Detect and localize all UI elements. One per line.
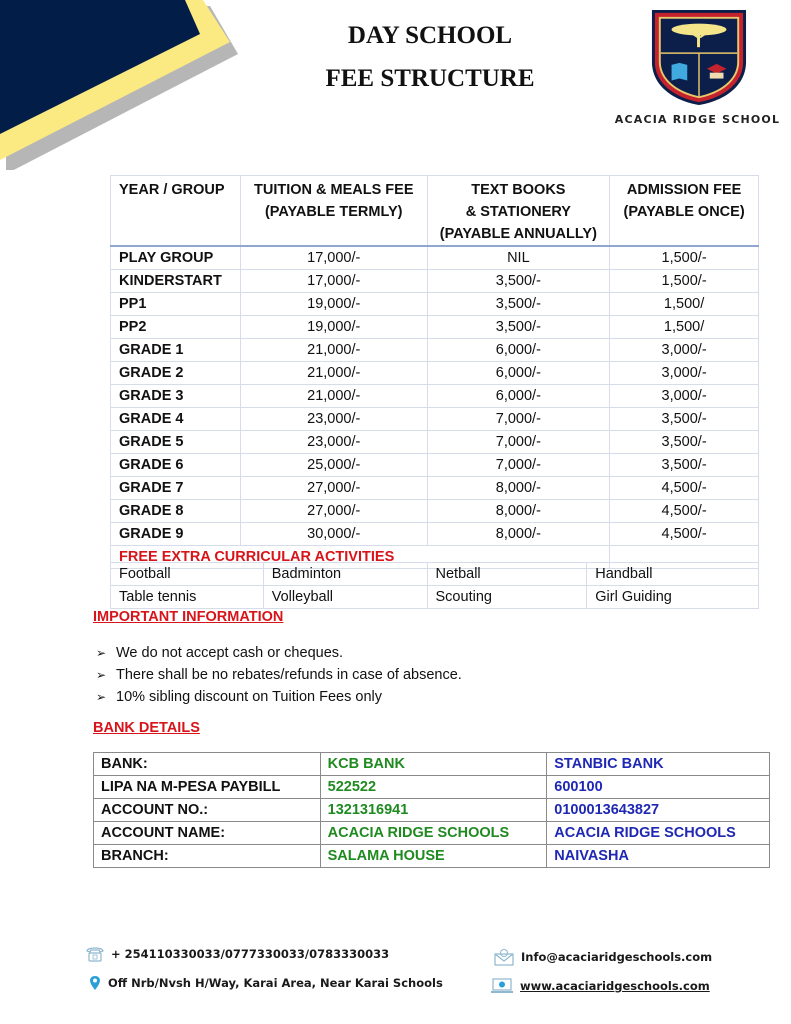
list-item (96, 686, 462, 708)
arrow-bullet-icon: ➢ (96, 690, 107, 704)
admission-fee-cell: 1,500/ (610, 316, 759, 339)
footer-phone (85, 946, 389, 962)
page-title-line-2: FEE STRUCTURE (325, 65, 535, 92)
year-group-cell: GRADE 6 (111, 454, 241, 477)
activity-cell: Table tennis (111, 586, 264, 609)
list-item-text: There shall be no rebates/refunds in case of absence. (116, 667, 462, 683)
website-link[interactable]: www.acaciaridgeschools.com (520, 979, 710, 993)
list-item (96, 664, 462, 686)
year-group-cell: GRADE 7 (111, 477, 241, 500)
admission-fee-cell: 3,500/- (610, 431, 759, 454)
table-row (94, 776, 770, 799)
kcb-value-cell: 522522 (320, 776, 547, 799)
table-row (94, 799, 770, 822)
table-row (111, 477, 759, 500)
decorative-corner-banner (0, 0, 260, 170)
stanbic-value-cell: STANBIC BANK (547, 753, 770, 776)
footer-website[interactable] (490, 977, 710, 995)
year-group-cell: KINDERSTART (111, 270, 241, 293)
books-fee-cell: NIL (427, 246, 610, 270)
activity-cell: Scouting (427, 586, 587, 609)
bank-label-cell: LIPA NA M-PESA PAYBILL (94, 776, 321, 799)
list-item (96, 642, 462, 664)
stanbic-value-cell: ACACIA RIDGE SCHOOLS (547, 822, 770, 845)
activities-table-body (111, 563, 759, 609)
email-link[interactable]: Info@acaciaridgeschools.com (521, 950, 713, 964)
header-text: ADMISSION FEE (626, 182, 742, 198)
year-group-cell: GRADE 1 (111, 339, 241, 362)
bank-details-heading: BANK DETAILS (93, 720, 200, 736)
table-row (111, 523, 759, 546)
books-fee-cell: 3,500/- (427, 270, 610, 293)
books-fee-cell: 3,500/- (427, 316, 610, 339)
tuition-fee-cell: 17,000/- (240, 246, 427, 270)
books-fee-cell: 7,000/- (427, 408, 610, 431)
tuition-fee-cell: 17,000/- (240, 270, 427, 293)
bank-label-cell: ACCOUNT NO.: (94, 799, 321, 822)
activities-row (111, 586, 759, 609)
tuition-fee-cell: 19,000/- (240, 316, 427, 339)
header-admission (610, 176, 759, 247)
table-row (111, 339, 759, 362)
activities-row (111, 563, 759, 586)
admission-fee-cell: 3,500/- (610, 454, 759, 477)
tuition-fee-cell: 27,000/- (240, 477, 427, 500)
table-row (94, 753, 770, 776)
table-row (94, 822, 770, 845)
tuition-fee-cell: 19,000/- (240, 293, 427, 316)
school-name: ACACIA RIDGE SCHOOL (614, 113, 781, 126)
activity-cell: Volleyball (263, 586, 427, 609)
kcb-value-cell: KCB BANK (320, 753, 547, 776)
admission-fee-cell: 4,500/- (610, 523, 759, 546)
activities-table (110, 562, 759, 609)
header-tuition (240, 176, 427, 247)
table-row (111, 454, 759, 477)
books-fee-cell: 8,000/- (427, 523, 610, 546)
books-fee-cell: 6,000/- (427, 362, 610, 385)
year-group-cell: GRADE 2 (111, 362, 241, 385)
admission-fee-cell: 3,500/- (610, 408, 759, 431)
important-information-list (96, 642, 462, 708)
year-group-cell: GRADE 9 (111, 523, 241, 546)
stanbic-value-cell: 600100 (547, 776, 770, 799)
table-row (94, 845, 770, 868)
year-group-cell: GRADE 5 (111, 431, 241, 454)
year-group-cell: PP1 (111, 293, 241, 316)
tuition-fee-cell: 21,000/- (240, 385, 427, 408)
fee-table-body (111, 246, 759, 546)
phone-numbers: + 254110330033/0777330033/0783330033 (111, 947, 390, 961)
tuition-fee-cell: 21,000/- (240, 362, 427, 385)
open-book-icon (672, 63, 688, 81)
computer-monitor-icon (490, 977, 514, 995)
year-group-cell: PP2 (111, 316, 241, 339)
admission-fee-cell: 1,500/- (610, 246, 759, 270)
admission-fee-cell: 4,500/- (610, 500, 759, 523)
stanbic-value-cell: 0100013643827 (547, 799, 770, 822)
books-fee-cell: 3,500/- (427, 293, 610, 316)
table-row (111, 408, 759, 431)
table-row (111, 316, 759, 339)
arrow-bullet-icon: ➢ (96, 668, 107, 682)
kcb-value-cell: 1321316941 (320, 799, 547, 822)
page-title-line-1: DAY SCHOOL (347, 22, 513, 49)
year-group-cell: GRADE 4 (111, 408, 241, 431)
header-text: TEXT BOOKS (471, 182, 566, 198)
admission-fee-cell: 1,500/ (610, 293, 759, 316)
activity-cell: Girl Guiding (587, 586, 759, 609)
school-crest-logo (650, 8, 748, 106)
list-item-text: 10% sibling discount on Tuition Fees only (116, 689, 382, 705)
books-fee-cell: 7,000/- (427, 431, 610, 454)
header-subtext: & STATIONERY (465, 204, 571, 220)
telephone-icon (85, 946, 105, 962)
year-group-cell: GRADE 3 (111, 385, 241, 408)
table-row (111, 293, 759, 316)
tuition-fee-cell: 27,000/- (240, 500, 427, 523)
header-books (427, 176, 610, 247)
kcb-value-cell: SALAMA HOUSE (320, 845, 547, 868)
header-subtext: (PAYABLE ANNUALLY) (439, 226, 597, 242)
books-fee-cell: 6,000/- (427, 385, 610, 408)
table-row (111, 385, 759, 408)
envelope-icon (493, 948, 515, 966)
bank-label-cell: BANK: (94, 753, 321, 776)
activities-heading: FREE EXTRA CURRICULAR ACTIVITIES (111, 546, 610, 569)
books-fee-cell: 8,000/- (427, 477, 610, 500)
admission-fee-cell: 4,500/- (610, 477, 759, 500)
activity-cell: Handball (587, 563, 759, 586)
header-subtext: (PAYABLE ONCE) (623, 204, 745, 220)
address-text: Off Nrb/Nvsh H/Way, Karai Area, Near Karai Schools (108, 976, 443, 990)
stanbic-value-cell: NAIVASHA (547, 845, 770, 868)
admission-fee-cell: 3,000/- (610, 362, 759, 385)
admission-fee-cell: 3,000/- (610, 339, 759, 362)
books-fee-cell: 7,000/- (427, 454, 610, 477)
table-row (111, 362, 759, 385)
table-row (111, 431, 759, 454)
kcb-value-cell: ACACIA RIDGE SCHOOLS (320, 822, 547, 845)
fee-structure-table (110, 175, 759, 569)
year-group-cell: PLAY GROUP (111, 246, 241, 270)
activity-cell: Netball (427, 563, 587, 586)
location-pin-icon (88, 975, 102, 991)
tuition-fee-cell: 30,000/- (240, 523, 427, 546)
header-text: YEAR / GROUP (119, 182, 225, 198)
header-year-group (111, 176, 241, 247)
header-text: TUITION & MEALS FEE (253, 182, 414, 198)
footer-email[interactable] (493, 948, 712, 966)
table-row (111, 270, 759, 293)
arrow-bullet-icon: ➢ (96, 646, 107, 660)
admission-fee-cell: 1,500/- (610, 270, 759, 293)
tuition-fee-cell: 25,000/- (240, 454, 427, 477)
bank-details-table (93, 752, 770, 868)
activity-cell: Badminton (263, 563, 427, 586)
tuition-fee-cell: 23,000/- (240, 408, 427, 431)
list-item-text: We do not accept cash or cheques. (116, 645, 344, 661)
tuition-fee-cell: 23,000/- (240, 431, 427, 454)
books-fee-cell: 6,000/- (427, 339, 610, 362)
table-header-row (111, 176, 759, 247)
admission-fee-cell: 3,000/- (610, 385, 759, 408)
tuition-fee-cell: 21,000/- (240, 339, 427, 362)
header-subtext: (PAYABLE TERMLY) (264, 204, 403, 220)
bank-label-cell: ACCOUNT NAME: (94, 822, 321, 845)
books-fee-cell: 8,000/- (427, 500, 610, 523)
important-information-heading: IMPORTANT INFORMATION (93, 609, 284, 625)
year-group-cell: GRADE 8 (111, 500, 241, 523)
table-row (111, 246, 759, 270)
footer-address (88, 975, 443, 991)
bank-label-cell: BRANCH: (94, 845, 321, 868)
bank-table-body (94, 753, 770, 868)
activity-cell: Football (111, 563, 264, 586)
table-row (111, 500, 759, 523)
